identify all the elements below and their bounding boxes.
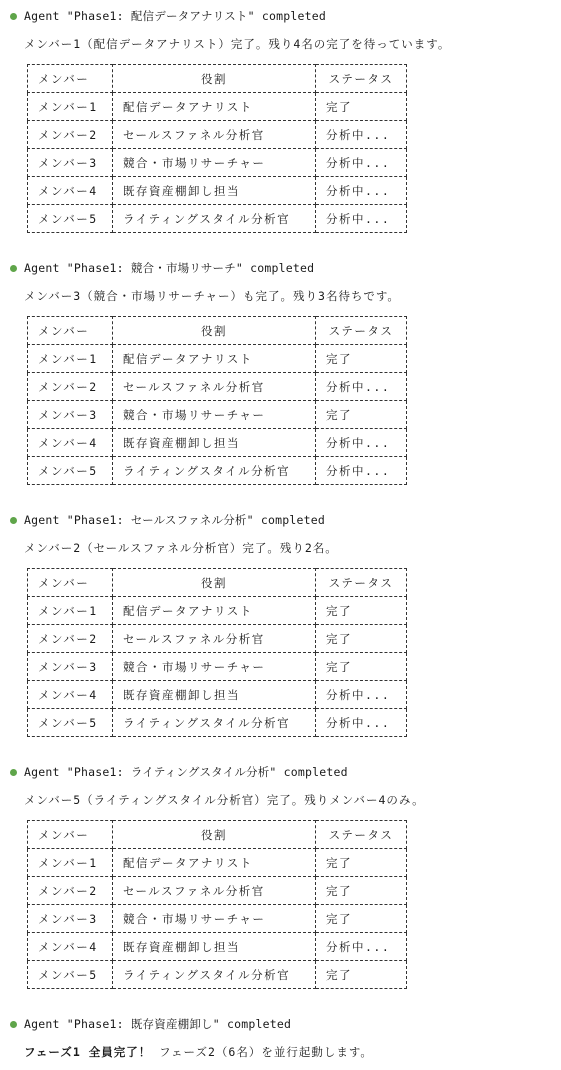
table-row	[28, 877, 407, 905]
table-row	[28, 121, 407, 149]
status-dot-icon	[10, 13, 17, 20]
table-row	[28, 373, 407, 401]
member-role-cell: セールスファネル分析官	[113, 373, 316, 401]
column-header-status: ステータス	[316, 569, 407, 597]
member-name-cell: メンバー5	[28, 205, 113, 233]
member-status-cell: 完了	[316, 625, 407, 653]
table-row	[28, 149, 407, 177]
member-status-cell: 完了	[316, 597, 407, 625]
status-dot-icon	[10, 265, 17, 272]
column-header-role: 役割	[113, 569, 316, 597]
member-status-cell: 分析中...	[316, 205, 407, 233]
column-header-status: ステータス	[316, 821, 407, 849]
member-name-cell: メンバー5	[28, 457, 113, 485]
member-name-cell: メンバー3	[28, 905, 113, 933]
member-status-table	[27, 568, 407, 737]
member-status-cell: 分析中...	[316, 681, 407, 709]
member-status-cell: 完了	[316, 653, 407, 681]
member-status-cell: 分析中...	[316, 429, 407, 457]
member-role-cell: ライティングスタイル分析官	[113, 205, 316, 233]
member-role-cell: 既存資産棚卸し担当	[113, 177, 316, 205]
member-name-cell: メンバー2	[28, 877, 113, 905]
table-row	[28, 681, 407, 709]
column-header-member: メンバー	[28, 65, 113, 93]
progress-message: メンバー5（ライティングスタイル分析官）完了。残りメンバー4のみ。	[24, 793, 425, 807]
member-role-cell: ライティングスタイル分析官	[113, 961, 316, 989]
member-role-cell: セールスファネル分析官	[113, 625, 316, 653]
final-message-bold: フェーズ1 全員完了！	[24, 1045, 152, 1059]
agent-status-line	[10, 6, 326, 26]
member-status-cell: 分析中...	[316, 121, 407, 149]
progress-message: メンバー1（配信データアナリスト）完了。残り4名の完了を待っています。	[24, 37, 451, 51]
member-name-cell: メンバー5	[28, 961, 113, 989]
member-status-cell: 分析中...	[316, 149, 407, 177]
table-row	[28, 849, 407, 877]
status-dot-icon	[10, 517, 17, 524]
status-dot-icon	[10, 769, 17, 776]
agent-status-text: Agent "Phase1: セールスファネル分析" completed	[24, 513, 325, 527]
member-role-cell: ライティングスタイル分析官	[113, 709, 316, 737]
agent-status-text: Agent "Phase1: ライティングスタイル分析" completed	[24, 765, 348, 779]
member-name-cell: メンバー4	[28, 933, 113, 961]
member-status-cell: 完了	[316, 961, 407, 989]
member-role-cell: ライティングスタイル分析官	[113, 457, 316, 485]
member-status-cell: 完了	[316, 93, 407, 121]
member-name-cell: メンバー3	[28, 401, 113, 429]
table-row	[28, 457, 407, 485]
member-role-cell: 既存資産棚卸し担当	[113, 933, 316, 961]
member-name-cell: メンバー4	[28, 177, 113, 205]
table-row	[28, 625, 407, 653]
progress-message: メンバー3（競合・市場リサーチャー）も完了。残り3名待ちです。	[24, 289, 400, 303]
member-name-cell: メンバー2	[28, 625, 113, 653]
agent-status-text: Agent "Phase1: 競合・市場リサーチ" completed	[24, 261, 315, 275]
column-header-status: ステータス	[316, 317, 407, 345]
member-role-cell: 既存資産棚卸し担当	[113, 681, 316, 709]
table-row	[28, 597, 407, 625]
member-name-cell: メンバー3	[28, 653, 113, 681]
status-dot-icon	[10, 1021, 17, 1028]
column-header-member: メンバー	[28, 569, 113, 597]
final-message	[24, 1042, 373, 1062]
member-role-cell: 配信データアナリスト	[113, 849, 316, 877]
agent-status-line	[10, 1014, 291, 1034]
member-name-cell: メンバー2	[28, 121, 113, 149]
column-header-role: 役割	[113, 317, 316, 345]
table-row	[28, 205, 407, 233]
member-role-cell: 競合・市場リサーチャー	[113, 149, 316, 177]
member-role-cell: セールスファネル分析官	[113, 121, 316, 149]
table-row	[28, 345, 407, 373]
member-status-cell: 分析中...	[316, 933, 407, 961]
member-role-cell: 競合・市場リサーチャー	[113, 653, 316, 681]
member-name-cell: メンバー2	[28, 373, 113, 401]
member-name-cell: メンバー1	[28, 93, 113, 121]
table-row	[28, 905, 407, 933]
member-status-table	[27, 64, 407, 233]
member-status-cell: 分析中...	[316, 373, 407, 401]
table-header-row	[28, 569, 407, 597]
agent-status-line	[10, 762, 348, 782]
agent-status-text: Agent "Phase1: 既存資産棚卸し" completed	[24, 1017, 292, 1031]
table-row	[28, 401, 407, 429]
column-header-member: メンバー	[28, 317, 113, 345]
table-row	[28, 709, 407, 737]
column-header-status: ステータス	[316, 65, 407, 93]
final-message-rest: フェーズ2（6名）を並行起動します。	[151, 1045, 373, 1059]
table-row	[28, 429, 407, 457]
column-header-member: メンバー	[28, 821, 113, 849]
table-header-row	[28, 317, 407, 345]
member-role-cell: 配信データアナリスト	[113, 597, 316, 625]
member-role-cell: 配信データアナリスト	[113, 345, 316, 373]
member-status-cell: 分析中...	[316, 457, 407, 485]
table-header-row	[28, 821, 407, 849]
member-status-cell: 完了	[316, 877, 407, 905]
member-status-cell: 完了	[316, 905, 407, 933]
member-status-cell: 分析中...	[316, 709, 407, 737]
member-status-cell: 完了	[316, 345, 407, 373]
table-row	[28, 653, 407, 681]
member-status-table	[27, 820, 407, 989]
member-role-cell: セールスファネル分析官	[113, 877, 316, 905]
column-header-role: 役割	[113, 821, 316, 849]
member-name-cell: メンバー5	[28, 709, 113, 737]
member-name-cell: メンバー1	[28, 597, 113, 625]
member-role-cell: 競合・市場リサーチャー	[113, 905, 316, 933]
member-status-cell: 完了	[316, 849, 407, 877]
table-row	[28, 933, 407, 961]
agent-status-text: Agent "Phase1: 配信データアナリスト" completed	[24, 9, 326, 23]
progress-message: メンバー2（セールスファネル分析官）完了。残り2名。	[24, 541, 338, 555]
table-row	[28, 177, 407, 205]
table-header-row	[28, 65, 407, 93]
table-row	[28, 93, 407, 121]
member-role-cell: 競合・市場リサーチャー	[113, 401, 316, 429]
column-header-role: 役割	[113, 65, 316, 93]
member-name-cell: メンバー1	[28, 345, 113, 373]
member-status-table	[27, 316, 407, 485]
member-name-cell: メンバー1	[28, 849, 113, 877]
member-name-cell: メンバー3	[28, 149, 113, 177]
member-name-cell: メンバー4	[28, 429, 113, 457]
agent-status-line	[10, 510, 325, 530]
member-role-cell: 既存資産棚卸し担当	[113, 429, 316, 457]
member-status-cell: 分析中...	[316, 177, 407, 205]
table-row	[28, 961, 407, 989]
agent-status-line	[10, 258, 314, 278]
member-name-cell: メンバー4	[28, 681, 113, 709]
member-status-cell: 完了	[316, 401, 407, 429]
member-role-cell: 配信データアナリスト	[113, 93, 316, 121]
